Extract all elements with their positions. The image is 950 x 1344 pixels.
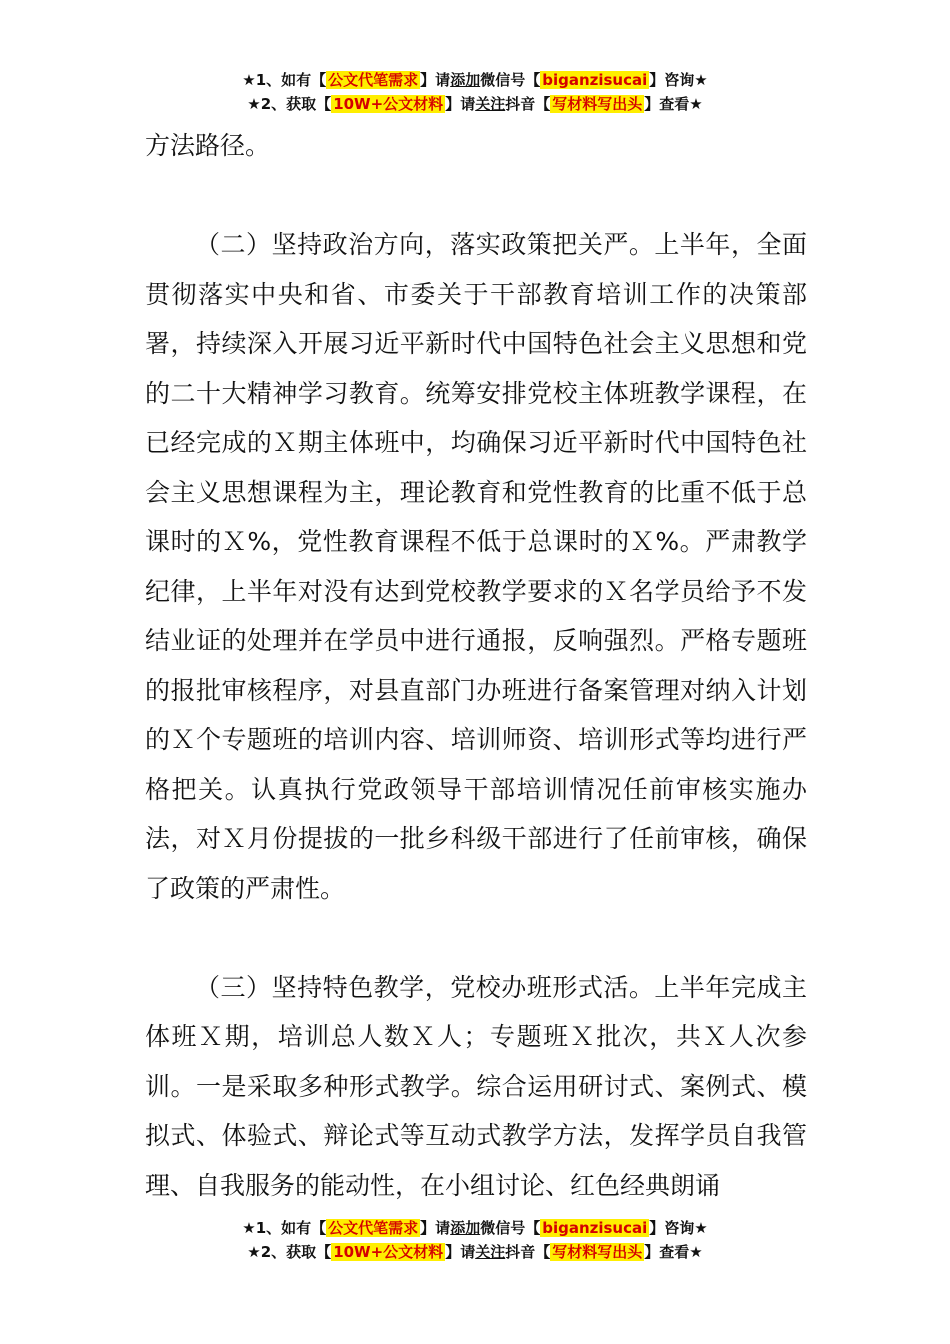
banner-line-2: ★2、获取【 10W+公文材料 】请关注抖音【 写材料写出头 】查看★ (247, 95, 703, 113)
document-body (145, 121, 807, 1210)
highlight-service: 公文代笔需求 (328, 1219, 419, 1237)
highlight-wechat-id: biganzisucai (542, 1219, 648, 1237)
highlight-wechat-id: biganzisucai (542, 71, 648, 89)
footer-banner (0, 1216, 950, 1264)
highlight-douyin-account: 写材料写出头 (552, 95, 643, 113)
header-banner (0, 68, 950, 116)
text-fragment: 方法路径。 (145, 131, 271, 160)
highlight-service: 公文代笔需求 (328, 71, 419, 89)
highlight-materials: 10W+公文材料 (333, 1243, 444, 1261)
banner-line-1: ★1、如有【 公文代笔需求 】请添加微信号【 biganzisucai 】咨询★ (242, 1219, 708, 1237)
highlight-douyin-account: 写材料写出头 (552, 1243, 643, 1261)
paragraph-characteristic-teaching: （三）坚持特色教学，党校办班形式活。上半年完成主体班Ｘ期，培训总人数Ｘ人；专题班Ｘ批次，共Ｘ人次参训。一是采取多种形式教学。综合运用研讨式、案例式、模拟式、体验式、辩论式等互动式教学方法，发挥学员自我管理、自我服务的能动性，在小组讨论、红色经典朗诵 (145, 972, 807, 1200)
highlight-materials: 10W+公文材料 (333, 95, 444, 113)
banner-line-1: ★1、如有【 公文代笔需求 】请添加微信号【 biganzisucai 】咨询★ (242, 71, 708, 89)
paragraph-political-direction: （二）坚持政治方向，落实政策把关严。上半年，全面贯彻落实中央和省、市委关于干部教育培训工作的决策部署，持续深入开展习近平新时代中国特色社会主义思想和党的二十大精神学习教育。统筹安排党校主体班教学课程，在已经完成的Ｘ期主体班中，均确保习近平新时代中国特色社会主义思想课程为主，理论教育和党性教育的比重不低于总课时的Ｘ%，党性教育课程不低于总课时的Ｘ%。严肃教学纪律，上半年对没有达到党校教学要求的Ｘ名学员给予不发结业证的处理并在学员中进行通报，反响强烈。严格专题班的报批审核程序，对县直部门办班进行备案管理对纳入计划的Ｘ个专题班的培训内容、培训师资、培训形式等均进行严格把关。认真执行党政领导干部培训情况任前审核实施办法，对Ｘ月份提拔的一批乡科级干部进行了任前审核，确保了政策的严肃性。 (145, 230, 807, 903)
banner-line-2: ★2、获取【 10W+公文材料 】请关注抖音【 写材料写出头 】查看★ (247, 1243, 703, 1261)
